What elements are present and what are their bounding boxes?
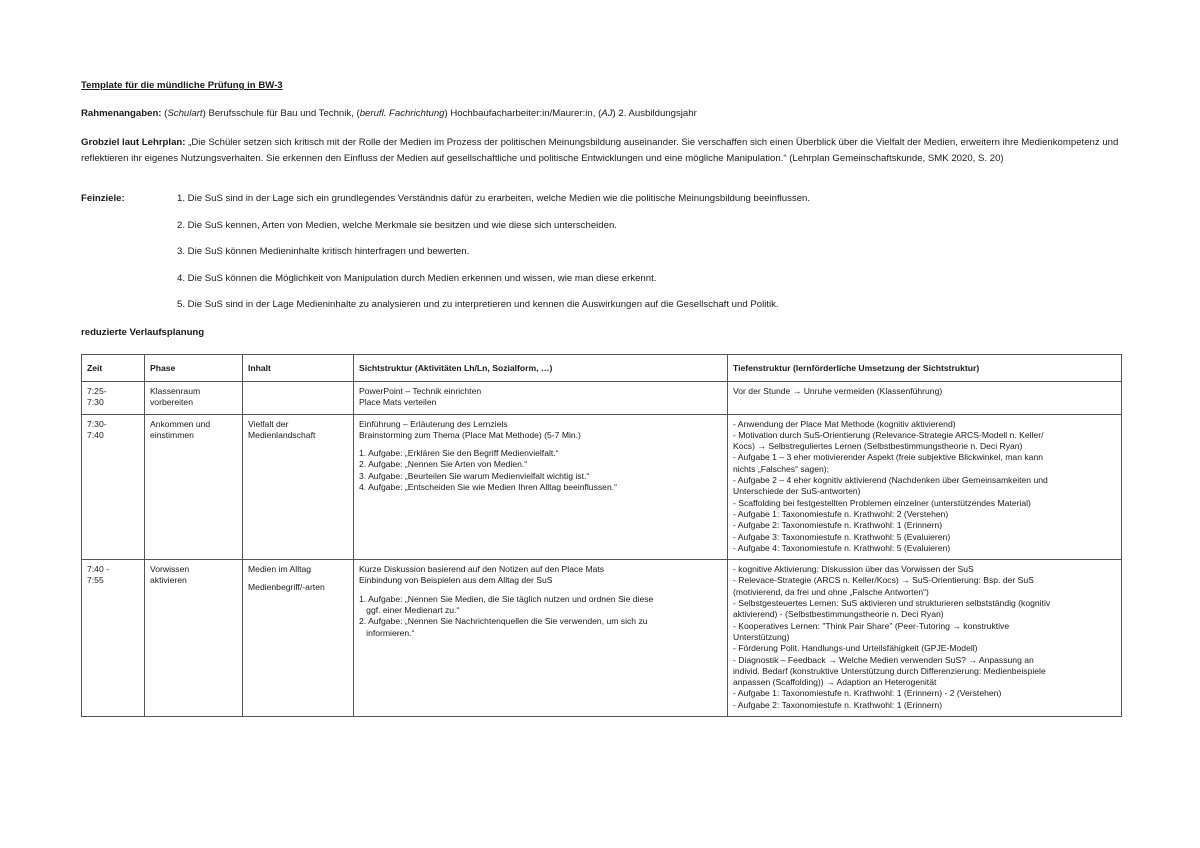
cell-line: - Förderung Polit. Handlungs-und Urteilsfähigkeit (GPJE-Modell) xyxy=(733,643,978,654)
task-line: 3. Aufgabe: „Beurteilen Sie warum Medienvielfalt wichtig ist.“ xyxy=(359,470,590,481)
col-header-phase: Phase xyxy=(145,355,243,382)
rahmen-text-1: ( xyxy=(164,108,168,119)
cell-line: vorbereiten xyxy=(150,397,193,408)
cell-line: - Kooperatives Lernen: "Think Pair Share" (Peer-Tutoring → konstruktive xyxy=(733,620,1010,631)
cell-line: individ. Bedarf (konstruktive Unterstützung durch Differenzierung: Medienbeispiele xyxy=(733,665,1046,676)
task-line: ggf. einer Medienart zu.“ xyxy=(359,605,460,616)
col-header-tiefenstruktur: Tiefenstruktur (lernförderliche Umsetzung der Sichtstruktur) xyxy=(728,355,1122,382)
cell-tiefenstruktur xyxy=(728,560,1122,717)
cell-tiefenstruktur xyxy=(728,414,1122,560)
cell-line: Medien im Alltag xyxy=(248,564,312,575)
feinziele-label: Feinziele: xyxy=(81,193,125,204)
spacer xyxy=(359,441,722,448)
cell-line: - Motivation durch SuS-Orientierung (Relevance-Strategie ARCS-Modell n. Keller/ xyxy=(733,429,1044,440)
table-body xyxy=(82,382,1122,717)
task-line: 1. Aufgabe: „Erklären Sie den Begriff Medienvielfalt.“ xyxy=(359,448,559,459)
grobziel-label: Grobziel laut Lehrplan: xyxy=(81,137,186,148)
task-line: 2. Aufgabe: „Nennen Sie Nachrichtenquellen die Sie verwenden, um sich zu xyxy=(359,616,648,627)
cell-line: Medienlandschaft xyxy=(248,429,316,440)
rahmen-text-2: ) Berufsschule für Bau und Technik, ( xyxy=(202,108,360,119)
col-header-sichtstruktur: Sichtstruktur (Aktivitäten Lh/Ln, Sozialform, …) xyxy=(354,355,728,382)
cell-line: Medienbegriff/-arten xyxy=(248,582,325,593)
cell-line: - Aufgabe 1 – 3 eher motivierender Aspekt (freie subjektive Blickwinkel, man kann xyxy=(733,452,1044,463)
spacer xyxy=(248,575,348,582)
cell-line: 7:30 xyxy=(87,397,104,408)
cell-line: aktivieren xyxy=(150,575,187,586)
cell-inhalt xyxy=(243,414,354,560)
feinziel-item: 1. Die SuS sind in der Lage sich ein grundlegendes Verständnis dafür zu erarbeiten, welche Medien wie die politische Meinungsbildung beeinflussen. xyxy=(177,193,811,204)
fachrichtung: berufl. Fachrichtung xyxy=(359,108,445,119)
cell-line: Vor der Stunde → Unruhe vermeiden (Klassenführung) xyxy=(733,386,943,396)
cell-line: einstimmen xyxy=(150,429,194,440)
section-heading-verlaufsplanung: reduzierte Verlaufsplanung xyxy=(81,327,205,338)
cell-line: 7:55 xyxy=(87,575,104,586)
cell-line: Vorwissen xyxy=(150,564,190,575)
cell-line: - Aufgabe 2 – 4 eher kognitiv aktivierend (Nachdenken über Gemeinsamkeiten und xyxy=(733,475,1048,486)
cell-line: Unterschiede der SuS-antworten) xyxy=(733,486,861,497)
verlaufsplanung-table xyxy=(81,354,1122,717)
table-header-row xyxy=(82,355,1122,382)
cell-phase xyxy=(145,414,243,560)
cell-phase xyxy=(145,560,243,717)
cell-line: - Aufgabe 4: Taxonomiestufe n. Krathwohl: 5 (Evaluieren) xyxy=(733,542,951,553)
cell-line: (motivierend, da frei und ohne „Falsche Antworten“) xyxy=(733,586,929,597)
cell-line: Brainstorming zum Thema (Place Mat Methode) (5-7 Min.) xyxy=(359,429,581,440)
cell-line: 7:30- xyxy=(87,418,107,429)
cell-inhalt xyxy=(243,560,354,717)
cell-line: - Selbstgesteuertes Lernen: SuS aktivieren und strukturieren selbstständig (kognitiv xyxy=(733,598,1051,609)
page-title: Template für die mündliche Prüfung in BW-3 xyxy=(81,80,283,91)
cell-line: - Aufgabe 2: Taxonomiestufe n. Krathwohl: 1 (Erinnern) xyxy=(733,699,943,710)
cell-zeit xyxy=(82,560,145,717)
task-line: 1. Aufgabe: „Nennen Sie Medien, die Sie täglich nutzen und ordnen Sie diese xyxy=(359,593,654,604)
cell-line: Unterstützung) xyxy=(733,631,790,642)
task-line: informieren.“ xyxy=(359,627,415,638)
cell-line: - Aufgabe 2: Taxonomiestufe n. Krathwohl: 1 (Erinnern) xyxy=(733,520,943,531)
table-row xyxy=(82,414,1122,560)
cell-line: - Aufgabe 1: Taxonomiestufe n. Krathwohl: 1 (Erinnern) - 2 (Verstehen) xyxy=(733,688,1002,699)
rahmen-text-3: ) Hochbaufacharbeiter:in/Maurer:in, ( xyxy=(444,108,602,119)
rahmenangaben-label: Rahmenangaben: xyxy=(81,108,162,119)
grobziel-text: „Die Schüler setzen sich kritisch mit der Rolle der Medien im Prozess der politischen Meinungsbildung auseinander. Sie verschaffen sich einen Überblick über die Vielfalt der Medien, erweitern ihre Medienkompetenz und reflektieren ihr eigenes Nutzungsverhalten. Sie erkennen den Einfluss der Medien auf gesellschaftliche und politische Entwicklungen und eine mögliche Manipulation.“ (Lehrplan Gemeinschaftskunde, SMK 2020, S. 20) xyxy=(81,137,1119,164)
cell-zeit xyxy=(82,382,145,415)
schulart: Schulart xyxy=(167,108,203,119)
feinziel-item: 4. Die SuS können die Möglichkeit von Manipulation durch Medien erkennen und wissen, wie man diese erkennt. xyxy=(177,272,657,284)
cell-line: - Aufgabe 1: Taxonomiestufe n. Krathwohl: 2 (Verstehen) xyxy=(733,508,949,519)
feinziel-item: 5. Die SuS sind in der Lage Medieninhalte zu analysieren und zu interpretieren und kennen die Auswirkungen auf die Gesellschaft und Politik. xyxy=(177,299,779,310)
task-line: 2. Aufgabe: „Nennen Sie Arten von Medien.“ xyxy=(359,459,528,470)
cell-line: nichts „Falsches“ sagen); xyxy=(733,463,829,474)
cell-line: Kurze Diskussion basierend auf den Notizen auf den Place Mats xyxy=(359,564,605,575)
rahmenangaben xyxy=(81,108,697,119)
cell-line: Vielfalt der xyxy=(248,418,289,429)
rahmen-text-4: ) 2. Ausbildungsjahr xyxy=(612,108,697,119)
cell-line: - Relevace-Strategie (ARCS n. Keller/Kocs) → SuS-Orientierung: Bsp. der SuS xyxy=(733,575,1034,586)
cell-sichtstruktur xyxy=(354,560,728,717)
col-header-inhalt: Inhalt xyxy=(243,355,354,382)
cell-line: - Aufgabe 3: Taxonomiestufe n. Krathwohl: 5 (Evaluieren) xyxy=(733,531,951,542)
cell-sichtstruktur xyxy=(354,414,728,560)
cell-line: Ankommen und xyxy=(150,418,211,429)
table-row xyxy=(82,382,1122,415)
cell-line: PowerPoint – Technik einrichten xyxy=(359,386,482,396)
cell-sichtstruktur xyxy=(354,382,728,415)
cell-line: Klassenraum xyxy=(150,386,201,396)
cell-line: - Diagnostik – Feedback → Welche Medien verwenden SuS? → Anpassung an xyxy=(733,654,1034,665)
cell-line: 7:25- xyxy=(87,386,107,396)
col-header-zeit: Zeit xyxy=(82,355,145,382)
task-line: 4. Aufgabe: „Entscheiden Sie wie Medien Ihren Alltag beeinflussen.“ xyxy=(359,482,617,493)
feinziele-list xyxy=(177,193,810,326)
cell-line: Kocs) → Selbstreguliertes Lernen (Selbstbestimmungstheorie n. Deci Ryan) xyxy=(733,441,1023,452)
table-row xyxy=(82,560,1122,717)
grobziel xyxy=(81,135,1121,166)
spacer xyxy=(359,587,722,594)
cell-line: Place Mats verteilen xyxy=(359,397,437,408)
cell-tiefenstruktur xyxy=(728,382,1122,415)
feinziel-item: 2. Die SuS kennen, Arten von Medien, welche Merkmale sie besitzen und wie diese sich unterscheiden. xyxy=(177,219,617,231)
cell-phase xyxy=(145,382,243,415)
cell-line: - Anwendung der Place Mat Methode (kognitiv aktivierend) xyxy=(733,418,956,429)
cell-inhalt xyxy=(243,382,354,415)
ausbildungsjahr: AJ xyxy=(601,108,613,119)
cell-line: - kognitive Aktivierung: Diskussion über das Vorwissen der SuS xyxy=(733,564,974,575)
cell-line: Einführung – Erläuterung des Lernziels xyxy=(359,418,508,429)
cell-line: 7:40 - xyxy=(87,564,109,575)
cell-line: 7:40 xyxy=(87,429,104,440)
cell-line: anpassen (Scaffolding)) → Adaption an Heterogenität xyxy=(733,677,937,688)
feinziel-item: 3. Die SuS können Medieninhalte kritisch hinterfragen und bewerten. xyxy=(177,246,470,257)
cell-line: Einbindung von Beispielen aus dem Alltag der SuS xyxy=(359,575,553,586)
cell-zeit xyxy=(82,414,145,560)
cell-line: aktivierend) - (Selbstbestimmungstheorie n. Deci Ryan) xyxy=(733,609,944,620)
cell-line: - Scaffolding bei festgestellten Problemen einzelner (unterstützendes Material) xyxy=(733,497,1031,508)
